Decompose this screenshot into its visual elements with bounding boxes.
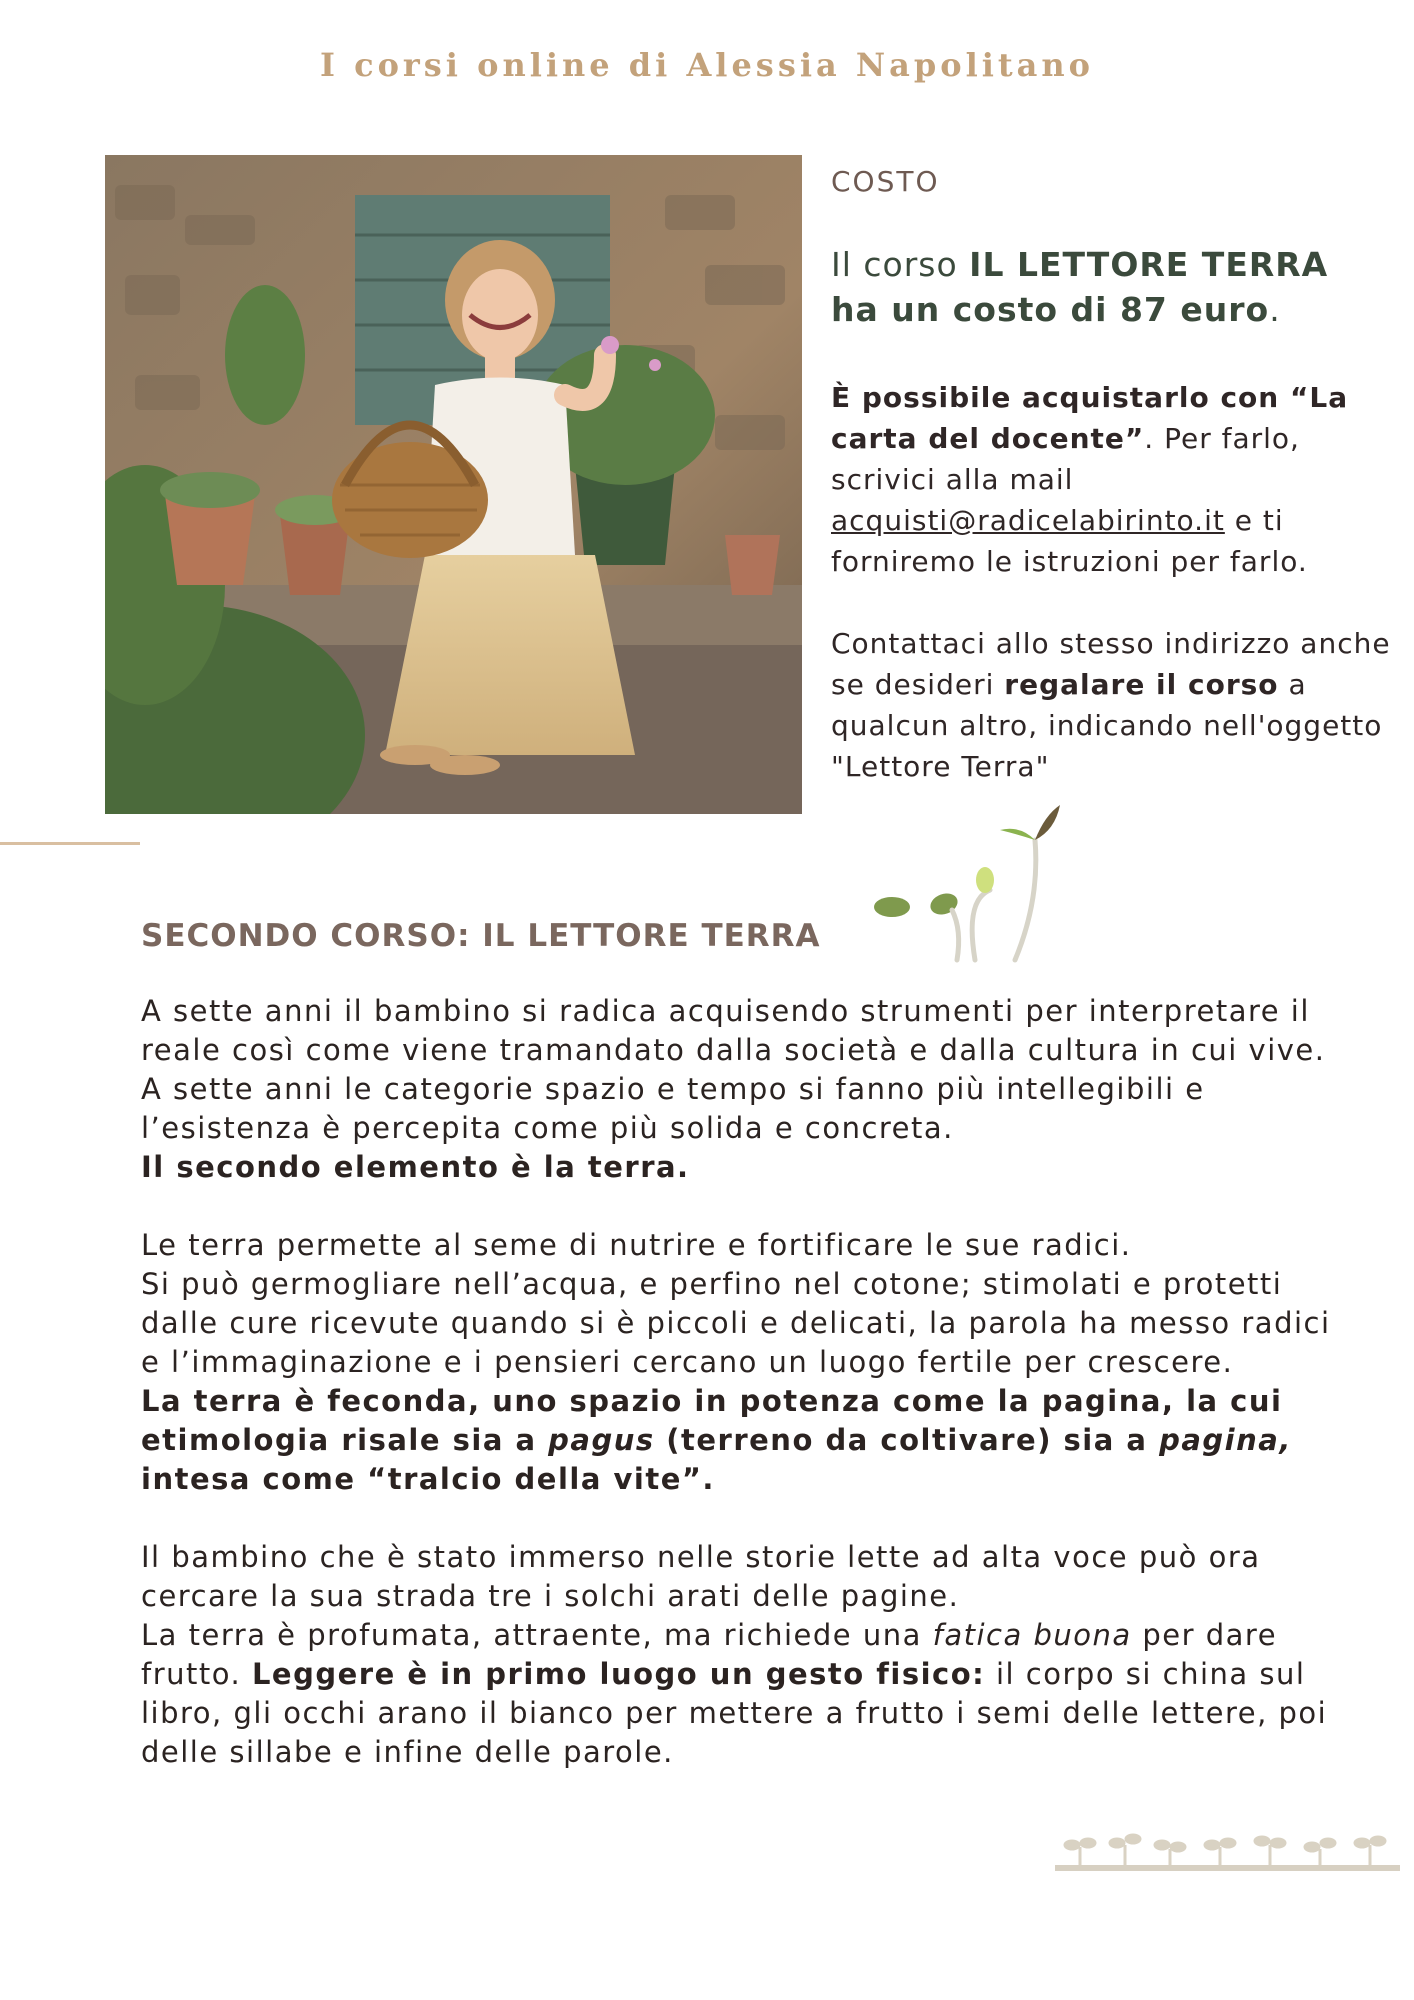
paragraph-3b-part3: il corpo si china sul libro, gli occhi arano il bianco per mettere a frutto i semi delle lettere, poi delle sillabe e infine delle parole. [141,1657,1328,1769]
paragraph-3b-part1: La terra è profumata, attraente, ma richiede una [141,1618,933,1652]
carta-docente-paragraph [831,377,1406,582]
paragraph-2c [141,1384,1292,1496]
paragraph-2c-part3: intesa come “tralcio della vite”. [141,1462,715,1496]
divider-line [0,842,140,845]
carta-docente-text: . Per farlo, scrivici alla mail [831,422,1300,496]
section-title: SECONDO CORSO: IL LETTORE TERRA [141,918,821,954]
paragraph-2c-part1: La terra è feconda, uno spazio in potenza come la pagina, la cui etimologia risale sia a [141,1384,1283,1457]
paragraph-3a: Il bambino che è stato immerso nelle storie lette ad alta voce può ora cercare la sua strada tre i solchi arati delle pagine. [141,1540,1261,1613]
paragraph-1-text: A sette anni il bambino si radica acquisendo strumenti per interpretare il reale così come viene tramandato dalla società e dalla cultura in cui vive. A sette anni le categorie spazio e tempo si fanno più intellegibili e l’esistenza è percepita come più solida e concreta. [141,994,1326,1145]
paragraph-2b: Si può germogliare nell’acqua, e perfino nel cotone; stimolati e protetti dalle cure ricevute quando si è piccoli e delicati, la parola ha messo radici e l’immaginazione e i pensieri cercano un luogo fertile per crescere. [141,1267,1331,1379]
fatica-buona: fatica buona [932,1618,1132,1652]
gift-start: Contattaci allo stesso indirizzo anche se desideri [831,627,1391,701]
paragraph-1-bold: Il secondo elemento è la terra. [141,1150,690,1184]
paragraph-2c-part2: (terreno da coltivare) sia a [654,1423,1160,1457]
paragraph-3 [141,1538,1341,1772]
course-price: ha un costo di 87 euro [831,290,1270,329]
paragraph-3b-part2: per dare frutto. [141,1618,1278,1691]
cost-label: COSTO [831,165,940,198]
page-header: I corsi online di Alessia Napolitano [319,46,1094,84]
cost-title-suffix: . [1269,290,1281,329]
cost-title [831,242,1391,332]
sprouting-seeds-icon [870,800,1070,974]
gift-end: a qualcun altro, indicando nell'oggetto "Lettore Terra" [831,668,1383,783]
pagus-word: pagus [548,1423,655,1457]
pagina-word: pagina, [1159,1423,1292,1457]
carta-docente-bold: È possibile acquistarlo con “La carta del docente” [831,381,1349,455]
gift-bold: regalare il corso [1004,668,1279,701]
email-link[interactable]: acquisti@radicelabirinto.it [831,504,1225,537]
gift-paragraph [831,623,1406,787]
paragraph-3b-bold: Leggere è in primo luogo un gesto fisico: [251,1657,986,1691]
section-body [141,992,1341,1772]
woman-with-basket-photo [105,155,802,814]
paragraph-1 [141,992,1341,1187]
paragraph-2a: Le terra permette al seme di nutrire e fortificare le sue radici. [141,1228,1132,1262]
paragraph-2 [141,1226,1341,1499]
cost-title-prefix: Il corso [831,245,970,284]
seedlings-row-icon [1055,1815,1400,1879]
carta-docente-end: e ti forniremo le istruzioni per farlo. [831,504,1308,578]
cost-body [831,377,1406,787]
course-name: IL LETTORE TERRA [969,245,1329,284]
